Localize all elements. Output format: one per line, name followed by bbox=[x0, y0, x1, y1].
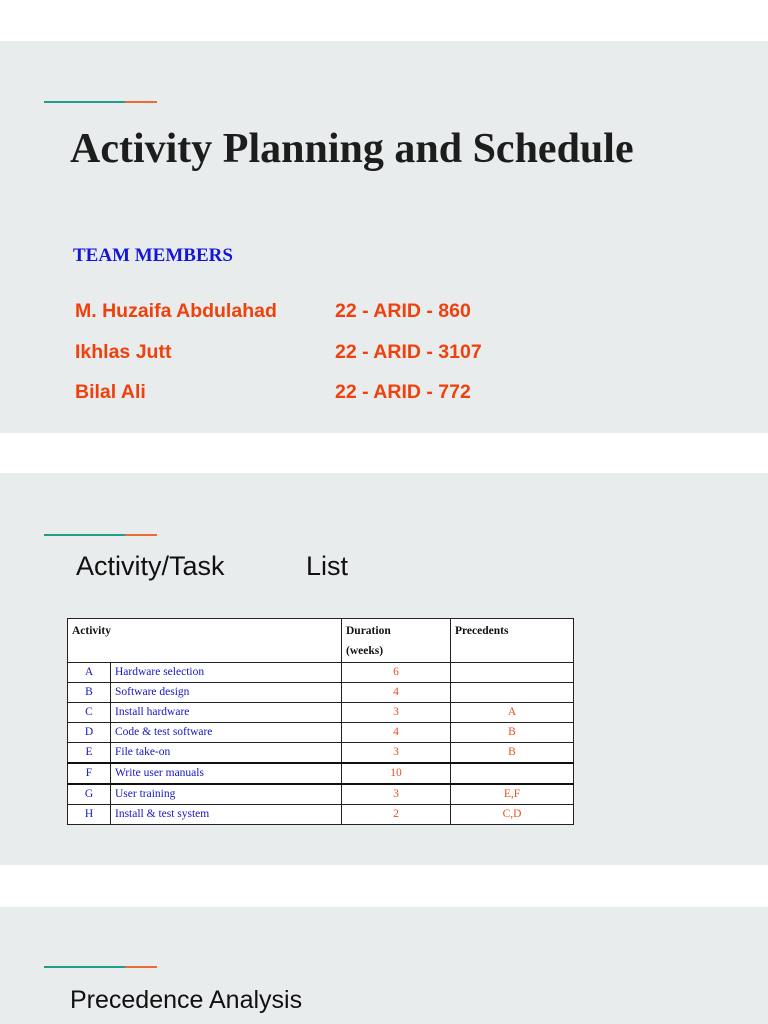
table-row bbox=[68, 723, 574, 743]
activity-duration: 10 bbox=[342, 763, 451, 784]
activity-name: Code & test software bbox=[111, 723, 342, 743]
team-members-heading: TEAM MEMBERS bbox=[73, 245, 233, 266]
activity-precedents bbox=[451, 663, 574, 683]
member-name: Ikhlas Jutt bbox=[75, 341, 172, 363]
activity-code: D bbox=[68, 723, 111, 743]
activity-code: H bbox=[68, 805, 111, 825]
activity-name: Software design bbox=[111, 683, 342, 703]
activity-precedents: E,F bbox=[451, 784, 574, 805]
member-id: 22 - ARID - 3107 bbox=[335, 341, 482, 363]
activity-name: User training bbox=[111, 784, 342, 805]
member-id: 22 - ARID - 860 bbox=[335, 300, 471, 322]
member-id: 22 - ARID - 772 bbox=[335, 381, 471, 403]
slide-title bbox=[0, 41, 768, 433]
activity-code: E bbox=[68, 743, 111, 764]
activity-duration: 3 bbox=[342, 703, 451, 723]
header-duration bbox=[342, 619, 451, 663]
table-row bbox=[68, 784, 574, 805]
activity-code: G bbox=[68, 784, 111, 805]
team-member-row bbox=[75, 300, 715, 324]
activity-precedents: A bbox=[451, 703, 574, 723]
accent-line bbox=[44, 534, 157, 536]
table-row bbox=[68, 763, 574, 784]
activity-name: File take-on bbox=[111, 743, 342, 764]
table-row bbox=[68, 703, 574, 723]
activity-duration: 3 bbox=[342, 784, 451, 805]
slide-precedence-analysis bbox=[0, 907, 768, 1024]
team-member-row bbox=[75, 381, 715, 405]
team-member-row bbox=[75, 341, 715, 365]
activity-code: F bbox=[68, 763, 111, 784]
member-name: Bilal Ali bbox=[75, 381, 146, 403]
activity-code: C bbox=[68, 703, 111, 723]
activity-precedents bbox=[451, 763, 574, 784]
slide-title-heading: Activity Planning and Schedule bbox=[70, 126, 634, 172]
activity-precedents: B bbox=[451, 723, 574, 743]
activity-duration: 3 bbox=[342, 743, 451, 764]
header-activity: Activity bbox=[68, 619, 342, 663]
table-header-row bbox=[68, 619, 574, 663]
activity-duration: 6 bbox=[342, 663, 451, 683]
member-name: M. Huzaifa Abdulahad bbox=[75, 300, 277, 322]
activity-name: Write user manuals bbox=[111, 763, 342, 784]
header-duration-line1: Duration bbox=[346, 625, 391, 637]
table-row bbox=[68, 663, 574, 683]
slide-activity-list bbox=[0, 473, 768, 865]
activity-name: Install & test system bbox=[111, 805, 342, 825]
activity-duration: 4 bbox=[342, 723, 451, 743]
activity-name: Hardware selection bbox=[111, 663, 342, 683]
activity-list-title-suffix: List bbox=[306, 551, 349, 581]
activity-duration: 4 bbox=[342, 683, 451, 703]
activity-precedents: B bbox=[451, 743, 574, 764]
header-precedents: Precedents bbox=[451, 619, 574, 663]
activity-code: B bbox=[68, 683, 111, 703]
table-row bbox=[68, 805, 574, 825]
table-row bbox=[68, 683, 574, 703]
activity-table bbox=[67, 618, 574, 825]
accent-line bbox=[44, 101, 157, 103]
activity-code: A bbox=[68, 663, 111, 683]
header-duration-line2: (weeks) bbox=[346, 645, 384, 657]
activity-precedents bbox=[451, 683, 574, 703]
activity-list-title: Activity/Task bbox=[76, 551, 225, 581]
accent-line bbox=[44, 966, 157, 968]
precedence-analysis-title: Precedence Analysis bbox=[70, 986, 303, 1014]
activity-duration: 2 bbox=[342, 805, 451, 825]
activity-precedents: C,D bbox=[451, 805, 574, 825]
table-row bbox=[68, 743, 574, 764]
activity-name: Install hardware bbox=[111, 703, 342, 723]
